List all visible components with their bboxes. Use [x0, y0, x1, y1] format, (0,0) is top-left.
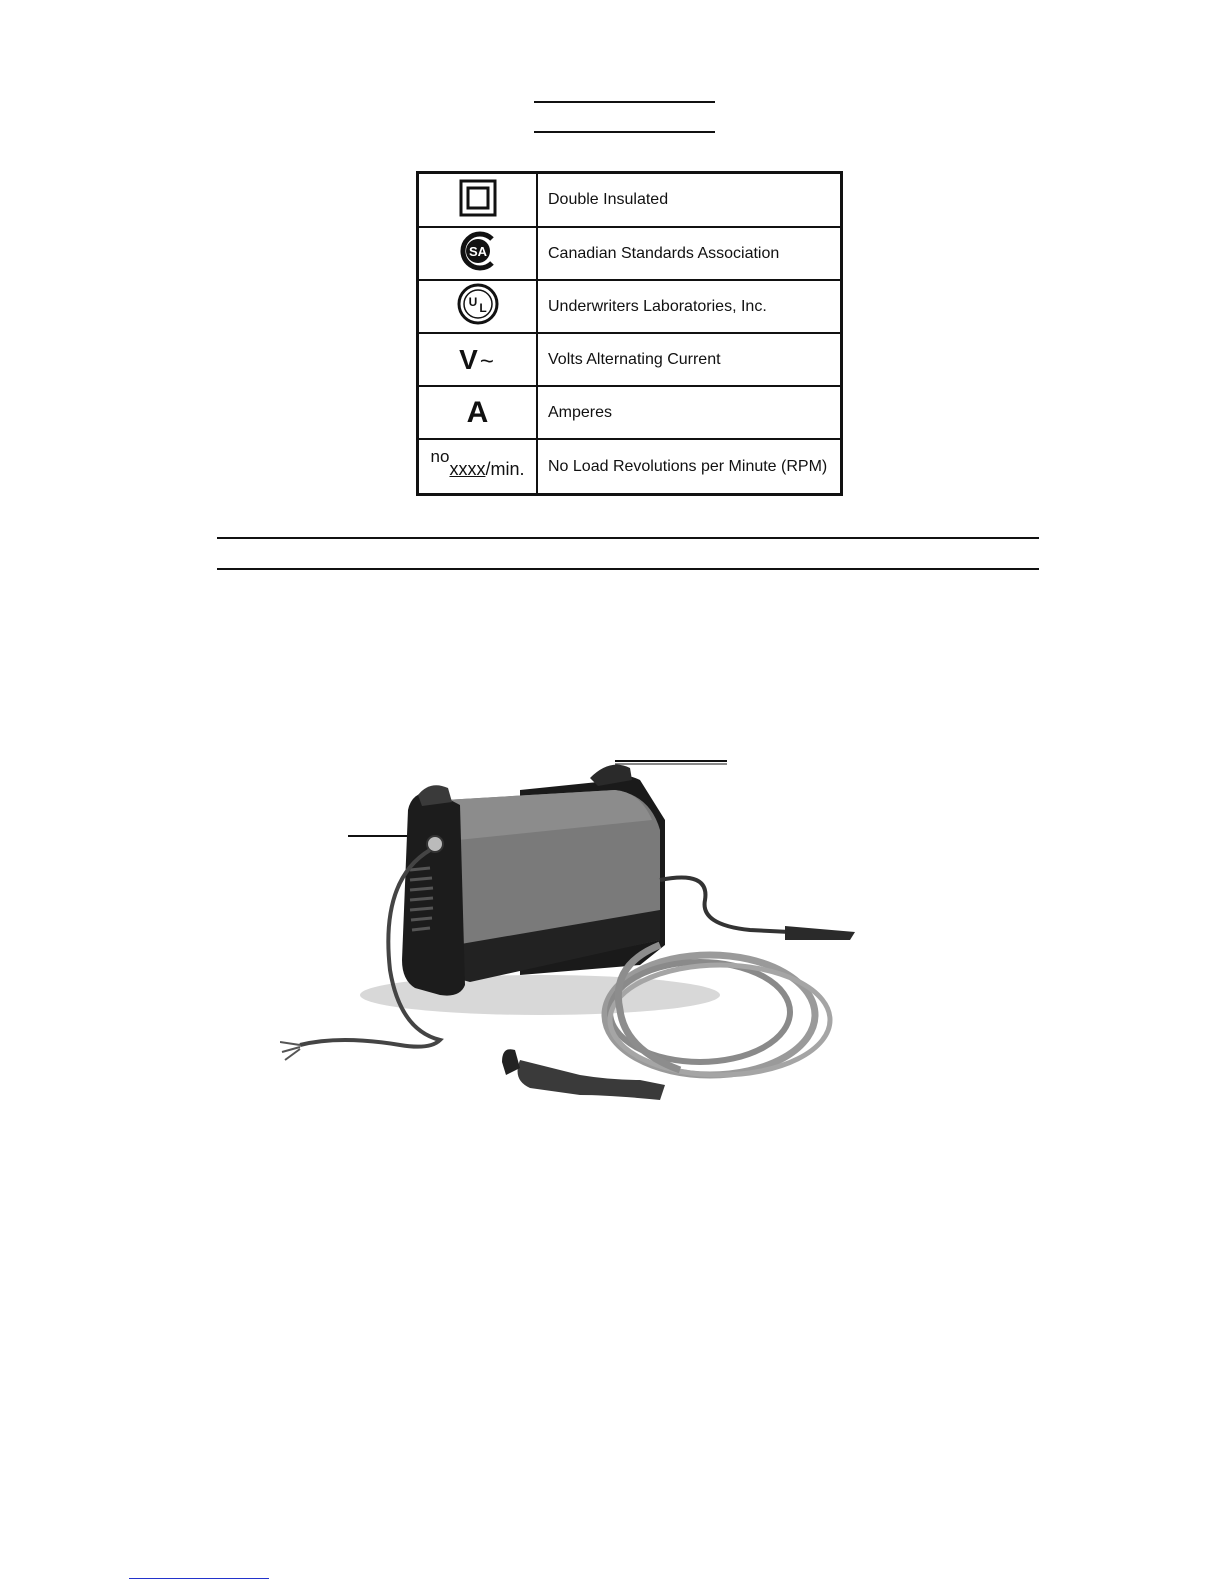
ul-icon [456, 282, 500, 326]
volts-ac-glyph: V~ [418, 333, 538, 386]
table-row [418, 386, 842, 439]
symbol-label: No Load Revolutions per Minute (RPM) [537, 439, 842, 495]
table-row [418, 439, 842, 495]
symbol-cell [418, 227, 538, 280]
svg-text:L: L [478, 301, 487, 315]
amperes-glyph: A [418, 386, 538, 439]
table-row [418, 333, 842, 386]
plasma-cutter-icon [280, 750, 890, 1110]
table-row [418, 173, 842, 228]
heading-rule-top [534, 101, 715, 103]
table-row [418, 227, 842, 280]
symbols-table [416, 171, 843, 496]
symbol-label: Double Insulated [537, 173, 842, 228]
symbol-label: Amperes [537, 386, 842, 439]
symbol-label: Volts Alternating Current [537, 333, 842, 386]
heading-rule-bottom [534, 131, 715, 133]
svg-text:U: U [468, 295, 477, 309]
table-row [418, 280, 842, 333]
footer-link-underline [129, 1578, 269, 1579]
section-rule-bottom [217, 568, 1039, 570]
symbol-label: Canadian Standards Association [537, 227, 842, 280]
csa-icon [456, 229, 500, 273]
symbol-label: Underwriters Laboratories, Inc. [537, 280, 842, 333]
section-rule-top [217, 537, 1039, 539]
symbol-cell [418, 280, 538, 333]
symbol-cell [418, 173, 538, 228]
no-load-rpm-glyph: noxxxx/min. [418, 439, 538, 495]
double-insulated-icon [459, 179, 497, 217]
svg-text:SA: SA [468, 244, 487, 259]
